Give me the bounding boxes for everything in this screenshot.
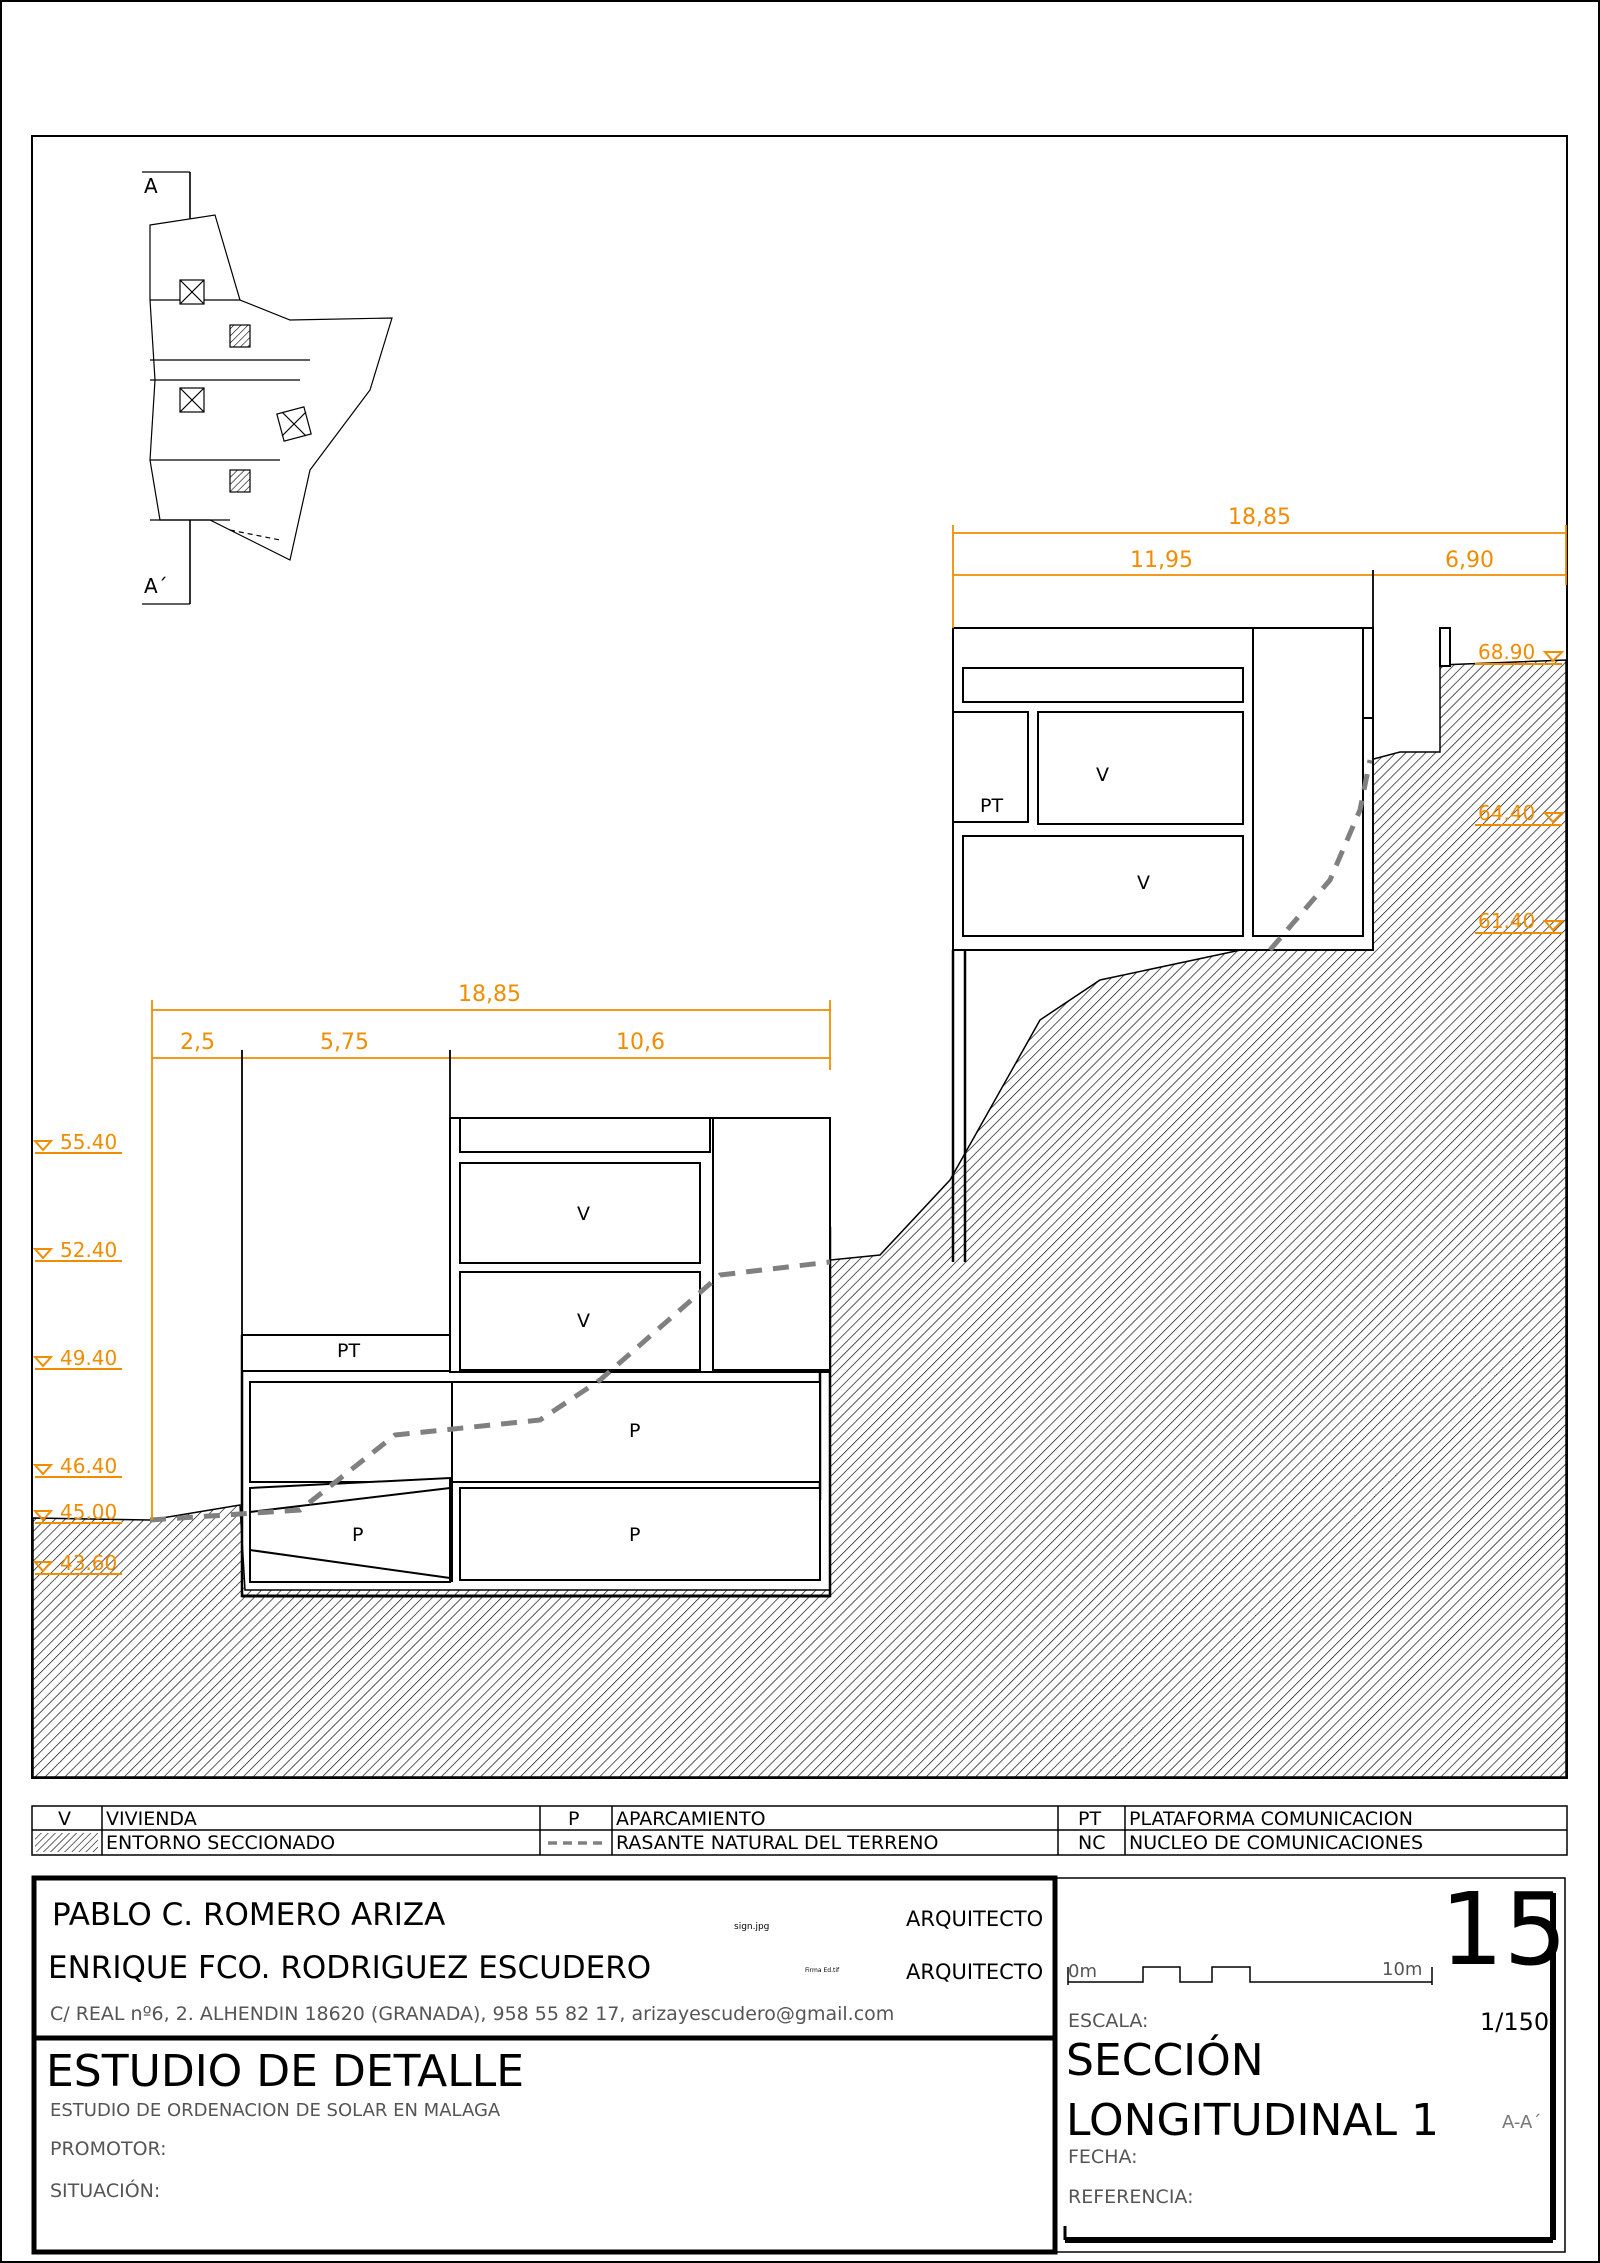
legend-code-nc: NC: [1078, 1832, 1106, 1854]
promotor-label: PROMOTOR:: [50, 2138, 167, 2160]
legend-label-entorno: ENTORNO SECCIONADO: [106, 1832, 336, 1854]
room-v-lower-right: V: [1137, 872, 1150, 894]
room-v-upper-right: V: [1096, 764, 1109, 786]
legend-code-v: V: [58, 1808, 71, 1830]
dim-left-total: 18,85: [458, 982, 521, 1007]
level-46-40: 46.40: [60, 1454, 118, 1478]
level-52-40: 52.40: [60, 1238, 118, 1262]
scale-bar: [1068, 1967, 1432, 1985]
dim-left-a: 2,5: [180, 1030, 215, 1055]
legend-label-plataforma: PLATAFORMA COMUNICACION: [1129, 1808, 1413, 1830]
dim-right-a: 11,95: [1130, 548, 1193, 573]
sheet-title-line1: SECCIÓN: [1066, 2035, 1264, 2086]
legend-label-aparcamiento: APARCAMIENTO: [616, 1808, 766, 1830]
level-45-00: 45.00: [60, 1500, 118, 1524]
room-p-upper: P: [629, 1420, 641, 1442]
sheet-title-line2: LONGITUDINAL 1: [1066, 2095, 1440, 2146]
key-plan: [142, 172, 392, 604]
dimensions-right: [953, 525, 1566, 628]
room-pt-right: PT: [980, 795, 1004, 817]
dim-left-b: 5,75: [320, 1030, 369, 1055]
architect-1-signature: sign.jpg: [734, 1922, 770, 1932]
scale-bar-end-label: 10m: [1382, 1959, 1423, 1980]
room-v-lower-left: V: [577, 1310, 590, 1332]
referencia-label: REFERENCIA:: [1068, 2186, 1194, 2208]
key-plan-label-a: A: [144, 174, 158, 198]
architect-1-name: PABLO C. ROMERO ARIZA: [52, 1897, 446, 1933]
escala-label: ESCALA:: [1068, 2010, 1149, 2032]
architect-2-role: ARQUITECTO: [906, 1960, 1044, 1984]
legend-code-pt: PT: [1078, 1808, 1102, 1830]
room-v-upper-left: V: [577, 1203, 590, 1225]
left-building: [242, 1118, 830, 1596]
architect-address: C/ REAL nº6, 2. ALHENDIN 18620 (GRANADA), 958 55 82 17, arizayescudero@gmail.com: [50, 2003, 895, 2025]
architect-2-name: ENRIQUE FCO. RODRIGUEZ ESCUDERO: [48, 1950, 652, 1986]
legend-label-rasante: RASANTE NATURAL DEL TERRENO: [616, 1832, 939, 1854]
escala-value: 1/150: [1480, 2008, 1550, 2036]
level-68-90: 68.90: [1478, 640, 1536, 664]
section-reference: A-A´: [1502, 2112, 1542, 2133]
project-subtitle: ESTUDIO DE ORDENACION DE SOLAR EN MALAGA: [50, 2100, 501, 2121]
room-p-lower-right: P: [629, 1524, 641, 1546]
legend-label-nucleo: NUCLEO DE COMUNICACIONES: [1129, 1832, 1424, 1854]
room-p-lower-left: P: [352, 1524, 364, 1546]
architect-2-signature: Firma Ed.tif: [805, 1967, 840, 1974]
level-64-40: 64.40: [1478, 801, 1536, 825]
situacion-label: SITUACIÓN:: [50, 2180, 161, 2202]
dim-right-b: 6,90: [1445, 548, 1494, 573]
level-49-40: 49.40: [60, 1346, 118, 1370]
level-55-40: 55.40: [60, 1130, 118, 1154]
level-61-40: 61.40: [1478, 909, 1536, 933]
key-plan-label-a-prime: A´: [144, 574, 168, 598]
fecha-label: FECHA:: [1068, 2146, 1138, 2168]
dim-right-total: 18,85: [1228, 505, 1291, 530]
sheet-number: 15: [1440, 1871, 1568, 1988]
legend-label-vivienda: VIVIENDA: [106, 1808, 197, 1830]
legend-code-p: P: [568, 1808, 580, 1830]
level-43-60: 43.60: [60, 1551, 118, 1575]
architect-1-role: ARQUITECTO: [906, 1907, 1044, 1931]
project-title: ESTUDIO DE DETALLE: [46, 2046, 525, 2097]
room-pt-left: PT: [337, 1340, 361, 1362]
scale-bar-start-label: 0m: [1068, 1961, 1097, 1982]
dim-left-c: 10,6: [616, 1030, 665, 1055]
